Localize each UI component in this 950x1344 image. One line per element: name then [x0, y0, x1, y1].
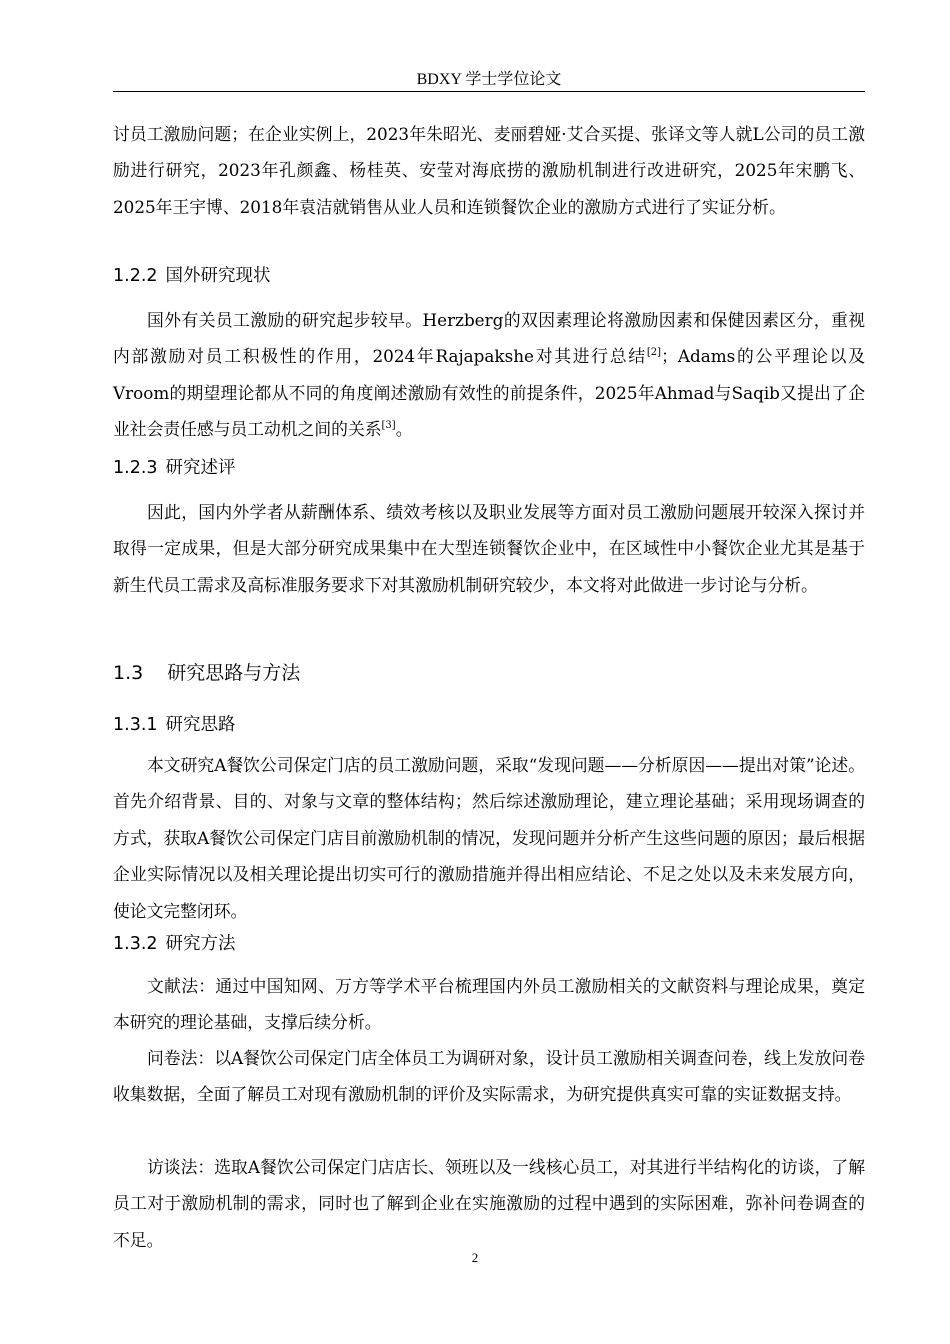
paragraph-text [113, 302, 865, 448]
paragraph-text: 讨员工激励问题；在企业实例上，2023年朱昭光、麦丽碧娅·艾合买提、张译文等人就L公司的员工激励进行研究，2023年孔颜鑫、杨桂英、安莹对海底捞的激励机制进行改进研究，2025年宋鹏飞、2025年王宇博、2018年袁洁就销售从业人员和连锁餐饮企业的激励方式进行了实证分析。 [113, 124, 865, 217]
paragraph-domestic-continued [113, 116, 865, 225]
heading-number: 1.3.2 [113, 934, 158, 954]
heading-number: 1.3 [113, 662, 144, 684]
header-rule [113, 91, 865, 92]
paragraph-text: 因此，国内外学者从薪酬体系、绩效考核以及职业发展等方面对员工激励问题展开较深入探讨并取得一定成果，但是大部分研究成果集中在大型连锁餐饮企业中，在区域性中小餐饮企业尤其是基于新生代员工需求及高标准服务要求下对其激励机制研究较少，本文将对此做进一步讨论与分析。 [113, 502, 865, 595]
paragraph-research-approach [113, 747, 865, 929]
citation-ref[interactable]: [2] [646, 347, 662, 359]
paragraph-text-part: 。 [395, 419, 413, 440]
heading-1-2-2 [113, 264, 865, 288]
paragraph-survey-method [113, 1040, 865, 1113]
heading-text: 研究方法 [165, 934, 236, 954]
heading-text: 国外研究现状 [165, 266, 271, 286]
heading-1-3-2 [113, 932, 865, 956]
paragraph-text-part: 国外有关员工激励的研究起步较早。Herzberg的双因素理论将激励因素和保健因素区分，重视内部激励对员工积极性的作用，2024年Rajapakshe对其进行总结 [113, 310, 865, 367]
paragraph-text: 文献法：通过中国知网、万方等学术平台梳理国内外员工激励相关的文献资料与理论成果，奠定本研究的理论基础，支撑后续分析。 [113, 976, 865, 1033]
paragraph-text: 访谈法：选取A餐饮公司保定门店店长、领班以及一线核心员工，对其进行半结构化的访谈，了解员工对于激励机制的需求，同时也了解到企业在实施激励的过程中遇到的实际困难，弥补问卷调查的不足。 [113, 1157, 865, 1250]
citation-ref[interactable]: [3] [381, 420, 396, 432]
paragraph-interview-method [113, 1149, 865, 1258]
running-header: BDXY 学士学位论文 [416, 71, 562, 88]
heading-number: 1.2.2 [113, 266, 158, 286]
heading-1-3-1 [113, 713, 865, 737]
paragraph-foreign-research [113, 302, 865, 448]
heading-text: 研究思路 [165, 715, 236, 735]
paragraph-text-part: ；Adams的公平理论以及Vroom的期望理论都从不同的角度阐述激励有效性的前提条件，2025年Ahmad与Saqib又提出了企业社会责任感与员工动机之间的关系 [113, 346, 865, 440]
paragraph-text: 问卷法：以A餐饮公司保定门店全体员工为调研对象，设计员工激励相关调查问卷，线上发放问卷收集数据，全面了解员工对现有激励机制的评价及实际需求，为研究提供真实可靠的实证数据支持。 [113, 1048, 865, 1105]
heading-text: 研究述评 [165, 458, 236, 478]
paragraph-literature-method [113, 968, 865, 1041]
heading-1-2-3 [113, 456, 865, 480]
heading-number: 1.2.3 [113, 458, 158, 478]
heading-1-3 [113, 660, 865, 686]
page-number: 2 [471, 1250, 479, 1265]
paragraph-review [113, 494, 865, 603]
paragraph-text: 本文研究A餐饮公司保定门店的员工激励问题，采取“发现问题——分析原因——提出对策”论述。首先介绍背景、目的、对象与文章的整体结构；然后综述激励理论，建立理论基础；采用现场调查的方式，获取A餐饮公司保定门店目前激励机制的情况，发现问题并分析产生这些问题的原因；最后根据企业实际情况以及相关理论提出切实可行的激励措施并得出相应结论、不足之处以及未来发展方向，使论文完整闭环。 [113, 755, 865, 921]
heading-number: 1.3.1 [113, 715, 158, 735]
heading-text: 研究思路与方法 [167, 662, 301, 684]
